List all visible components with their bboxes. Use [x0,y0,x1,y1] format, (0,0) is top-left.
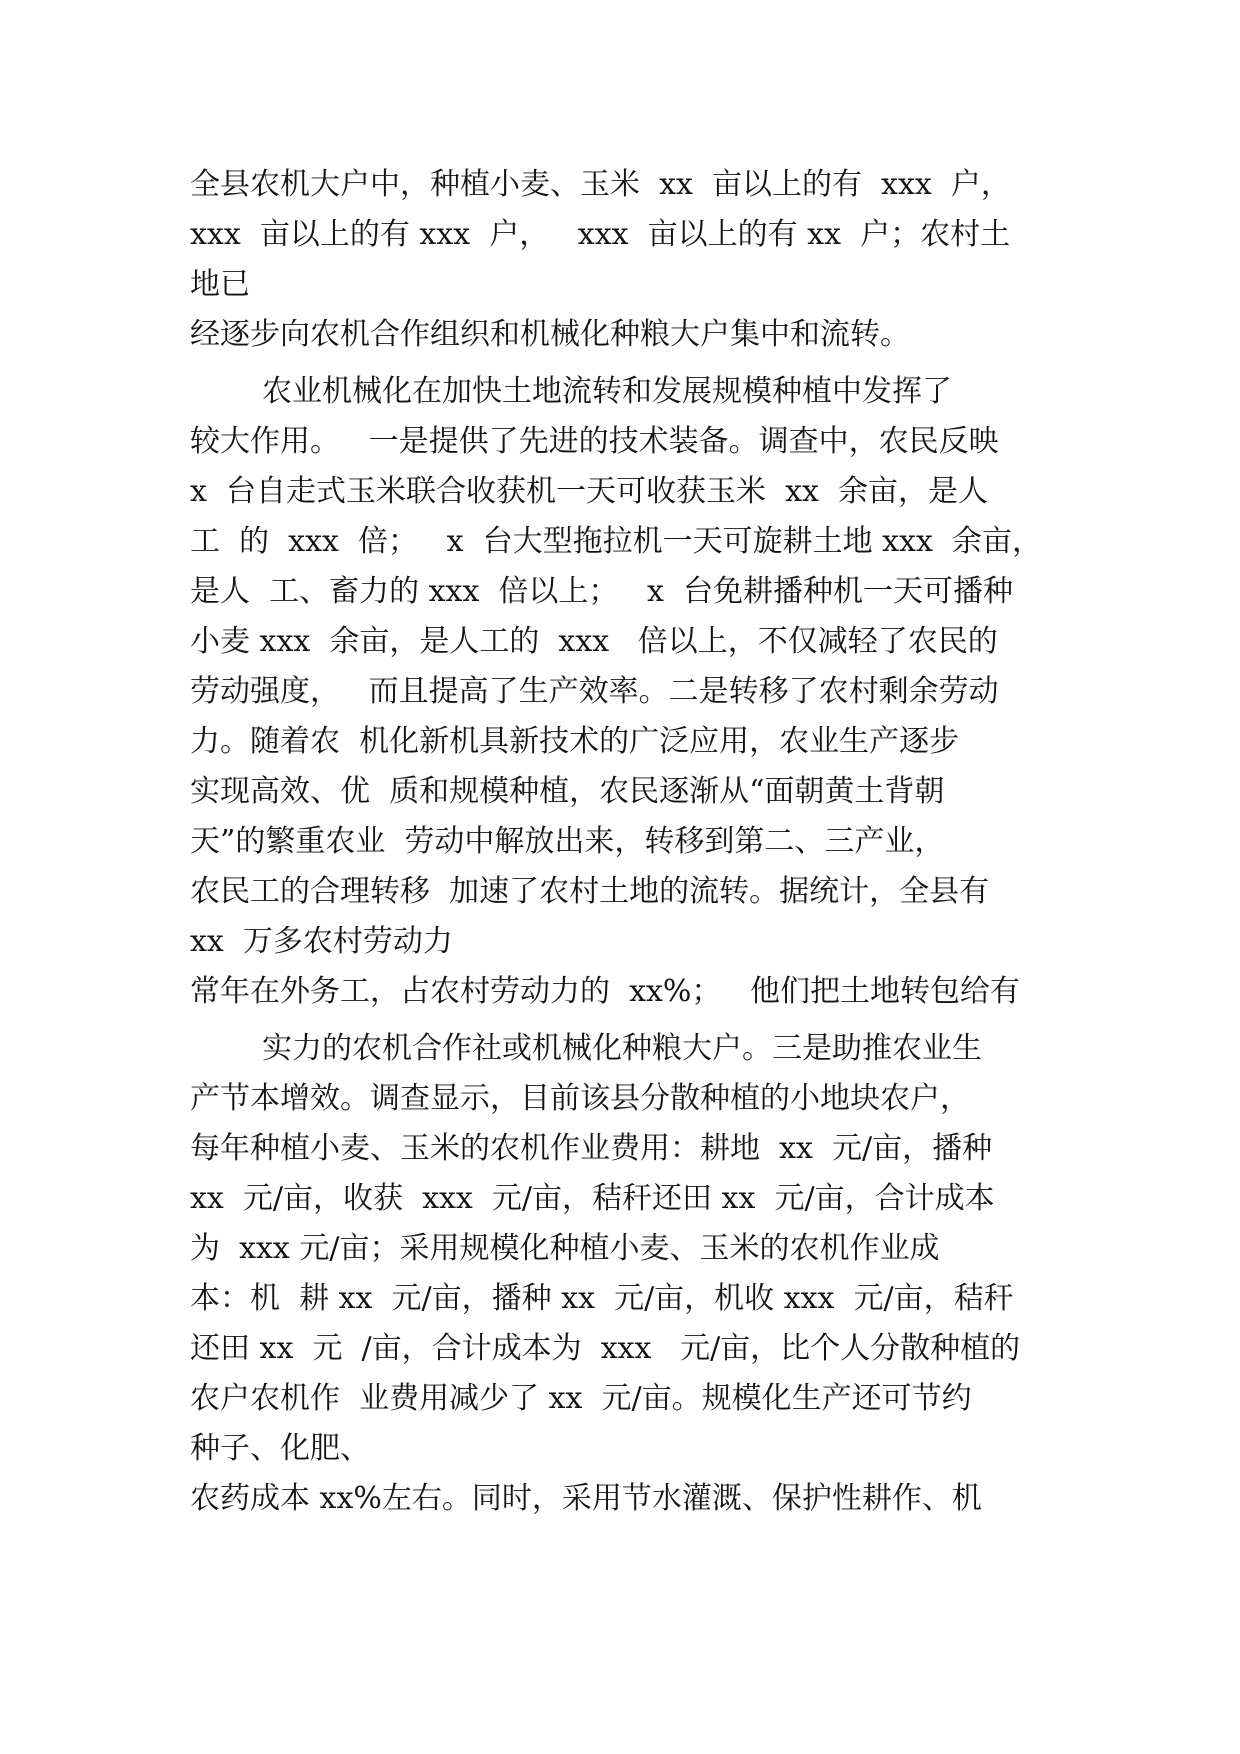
body-text [190,160,1070,1524]
text-line: xxx 亩以上的有 xxx 户， xxx 亩以上的有 xx 户；农村土 [190,217,1011,252]
text-line: 经逐步向农机合作组织和机械化种粮大户集中和流转。 [190,317,910,352]
text-line: 较大作用。 一是提供了先进的技术装备。调查中，农民反映 [190,424,999,459]
text-line: 天”的繁重农业 劳动中解放出来，转移到第二、三产业， [190,824,945,859]
text-line: 力。随着农 机化新机具新技术的广泛应用，农业生产逐步 [190,724,960,759]
text-line: 小麦 xxx 余亩，是人工的 xxx 倍以上，不仅减轻了农民的 [190,624,998,659]
text-line: 全县农机大户中，种植小麦、玉米 xx 亩以上的有 xxx 户， [190,167,1011,202]
text-line: 工 的 xxx 倍； x 台大型拖拉机一天可旋耕土地 xxx 余亩， [190,524,1042,559]
text-line: 为 xxx 元/亩；采用规模化种植小麦、玉米的农机作业成 [190,1231,940,1266]
text-line: 本：机 耕 xx 元/亩，播种 xx 元/亩，机收 xxx 元/亩，秸秆 [190,1281,1014,1316]
text-line-indented: 农业机械化在加快土地流转和发展规模种植中发挥了 [262,374,952,409]
text-line-indented: 实力的农机合作社或机械化种粮大户。三是助推农业生 [262,1031,982,1066]
text-line: 劳动强度， 而且提高了生产效率。二是转移了农村剩余劳动 [190,674,999,709]
text-line: 每年种植小麦、玉米的农机作业费用：耕地 xx 元/亩，播种 [190,1131,993,1166]
text-line: 产节本增效。调查显示，目前该县分散种植的小地块农户， [190,1081,970,1116]
text-line: 常年在外务工，占农村劳动力的 xx%； 他们把土地转包给有 [190,974,1021,1009]
text-line: 农药成本 xx%左右。同时，采用节水灌溉、保护性耕作、机 [190,1481,982,1516]
text-line: 实现高效、优 质和规模种植，农民逐渐从“面朝黄土背朝 [190,774,945,809]
text-line: 地已 [190,267,250,302]
text-line: x 台自走式玉米联合收获机一天可收获玉米 xx 余亩，是人 [190,474,988,509]
text-line: 农民工的合理转移 加速了农村土地的流转。据统计，全县有 [190,874,990,909]
text-line: 农户农机作 业费用减少了 xx 元/亩。规模化生产还可节约 [190,1381,972,1416]
text-line: xx 元/亩，收获 xxx 元/亩，秸秆还田 xx 元/亩，合计成本 [190,1181,995,1216]
text-line: 种子、化肥、 [190,1431,370,1466]
text-line: 是人 工、畜力的 xxx 倍以上； x 台免耕播种机一天可播种 [190,574,1014,609]
text-line: 还田 xx 元 /亩，合计成本为 xxx 元/亩，比个人分散种植的 [190,1331,1021,1366]
text-line: xx 万多农村劳动力 [190,924,453,959]
